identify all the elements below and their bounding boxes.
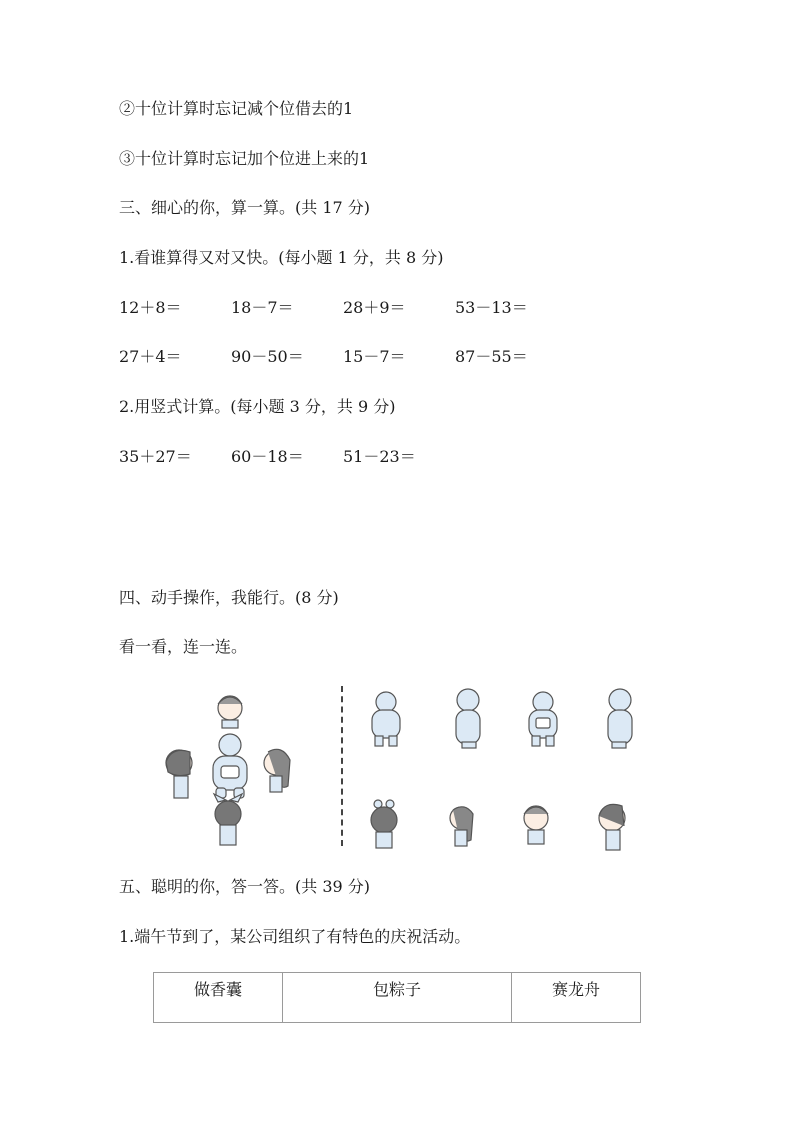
- question-3-1: 1.看谁算得又对又快。(每小题 1 分，共 8 分): [119, 248, 444, 267]
- boy-top-icon: [218, 696, 242, 728]
- girl-right-icon: [264, 749, 290, 792]
- activity-cell: 包粽子: [282, 973, 511, 1023]
- question-3-2: 2.用竖式计算。(每小题 3 分，共 9 分): [119, 397, 396, 416]
- calc-item: 87－55＝: [455, 347, 528, 366]
- section-4-title: 四、动手操作，我能行。(8 分): [119, 588, 339, 607]
- table-row: [154, 973, 641, 1023]
- calc-item: 18－7＝: [231, 298, 294, 317]
- girl-front-view-icon: [599, 804, 625, 850]
- toy-front-view-icon: [529, 692, 557, 746]
- girl-side-view-icon: [450, 807, 473, 846]
- views-drawing: [150, 682, 650, 852]
- toy-other-side-view-icon: [608, 689, 632, 748]
- calc-item: 90－50＝: [231, 347, 304, 366]
- boy-front-view-icon: [524, 806, 548, 844]
- calc-item: 15－7＝: [343, 347, 406, 366]
- activity-cell: 赛龙舟: [512, 973, 641, 1023]
- toy-back-view-icon: [372, 692, 400, 746]
- error-option-3: ③十位计算时忘记加个位进上来的1: [119, 149, 370, 168]
- calc-item: 28＋9＝: [343, 298, 406, 317]
- activities-table: [153, 972, 641, 1023]
- toy-center-icon: [213, 734, 247, 798]
- section-4-instruction: 看一看，连一连。: [119, 637, 248, 656]
- section-3-title: 三、细心的你，算一算。(共 17 分): [119, 198, 371, 217]
- vertical-calc-item: 51－23＝: [343, 447, 416, 466]
- error-option-2: ②十位计算时忘记减个位借去的1: [119, 99, 354, 118]
- calc-item: 53－13＝: [455, 298, 528, 317]
- vertical-calc-item: 60－18＝: [231, 447, 304, 466]
- girl-bottom-icon: [214, 794, 242, 845]
- toy-side-view-icon: [456, 689, 480, 748]
- girl-back-view-icon: [371, 800, 397, 848]
- activity-cell: 做香囊: [154, 973, 283, 1023]
- calc-item: 27＋4＝: [119, 347, 182, 366]
- calc-item: 12＋8＝: [119, 298, 182, 317]
- section-5-title: 五、聪明的你，答一答。(共 39 分): [119, 877, 371, 896]
- question-5-1: 1.端午节到了，某公司组织了有特色的庆祝活动。: [119, 927, 471, 946]
- girl-left-icon: [166, 750, 192, 798]
- vertical-calc-item: 35＋27＝: [119, 447, 192, 466]
